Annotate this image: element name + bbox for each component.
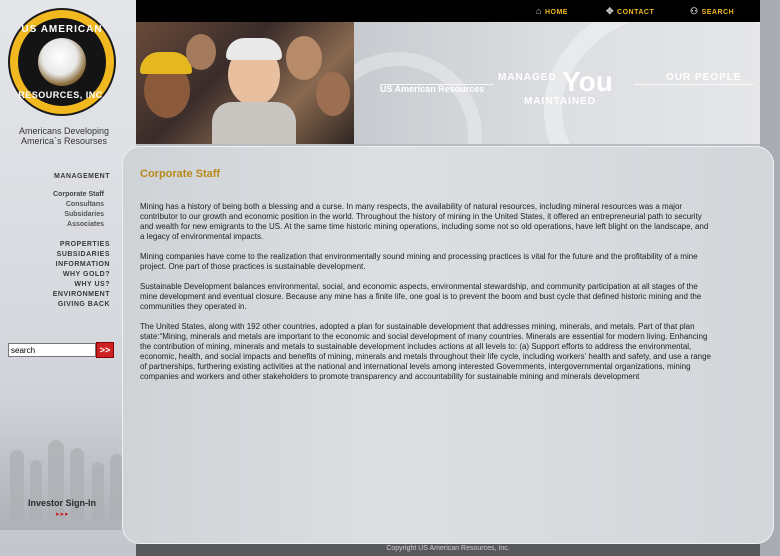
company-logo[interactable] <box>10 10 114 114</box>
nav-search-label: SEARCH <box>701 9 735 16</box>
banner-our-people: OUR PEOPLE <box>666 72 742 83</box>
banner-you: You <box>562 66 613 97</box>
nav-properties[interactable]: PROPERTIES <box>59 241 110 248</box>
copyright-text: Copyright US American Resources, Inc. <box>386 545 510 552</box>
nav-why-gold[interactable]: WHY GOLD? <box>62 271 110 278</box>
banner-managed: MANAGED <box>498 72 557 83</box>
sidebar <box>0 0 136 556</box>
nav-consultans[interactable]: Consultans <box>65 201 104 208</box>
top-nav-bar <box>136 0 760 22</box>
nav-environment[interactable]: ENVIRONMENT <box>52 291 110 298</box>
header-banner <box>354 22 760 144</box>
nav-home-link[interactable] <box>536 6 568 16</box>
content-paragraph-1: Mining has a history of being both a blessing and a curse. In many respects, the availability of natural resources, including mineral resources was a major contributor to our growth and economic position in the world. Throughout the history of mining in the United States, it offered an entrepreneurial path to security and wealth for new emigrants to the US. At the same time historic mining operations, including some not so old operations, have left blight on the landscape, and a legacy of environmental impacts. <box>140 202 709 241</box>
nav-information[interactable]: INFORMATION <box>55 261 110 268</box>
search-go-button[interactable]: >> <box>96 342 114 358</box>
nav-home-label: HOME <box>544 9 568 16</box>
staff-photo <box>136 22 354 144</box>
tagline <box>0 126 128 146</box>
nav-subsidaries[interactable]: SUBSIDARIES <box>56 251 110 258</box>
logo-text-bottom: RESOURCES, INC. <box>18 90 106 100</box>
home-icon: ⌂ <box>536 6 542 16</box>
seal-watermark-small <box>354 52 485 144</box>
nav-giving-back[interactable]: GIVING BACK <box>57 301 110 308</box>
main-content <box>140 168 714 392</box>
content-paragraph-3: Sustainable Development balances environmental, social, and economic aspects, environmental stewardship, and community participation at all stages of the mine development and eventual closure. Because any mine has a finite life, one goal is to prevent the boom and bust cycle that defined historic mining and the communities they operated in. <box>140 282 702 311</box>
footer <box>136 544 760 556</box>
nav-associates[interactable]: Associates <box>67 221 104 228</box>
tagline-line-1: Americans Developing <box>18 126 110 136</box>
nav-management[interactable]: MANAGEMENT <box>54 173 110 180</box>
contact-icon: ✥ <box>606 6 615 16</box>
banner-maintained: MAINTAINED <box>524 96 597 107</box>
search-input[interactable] <box>8 343 96 357</box>
tagline-line-2: America`s Resourses <box>20 136 108 146</box>
nav-search-link[interactable] <box>690 6 734 17</box>
investor-sign-in-link[interactable]: Investor Sign-In <box>27 498 96 508</box>
people-search-icon: ⚇ <box>690 6 699 16</box>
banner-company-name: US American Resources <box>380 84 485 94</box>
logo-ring <box>18 18 106 106</box>
sidebar-nav <box>53 172 110 310</box>
nav-corporate-staff[interactable]: Corporate Staff <box>53 191 104 198</box>
nav-contact-link[interactable] <box>606 6 654 17</box>
eagle-icon <box>38 38 86 86</box>
nav-why-us[interactable]: WHY US? <box>74 281 110 288</box>
footer-left-strip <box>0 544 136 556</box>
page-title: Corporate Staff <box>140 168 221 180</box>
logo-text-top: US AMERICAN <box>21 24 103 35</box>
content-paragraph-4: The United States, along with 192 other countries, adopted a plan for sustainable development that addresses mining, minerals, and metals. Part of that plan state:“Mining, minerals and metals are important to the economic and social development of many countries. Minerals are essential for modern living. Enhancing the contribution of mining, minerals and metals to sustainable development includes actions at all levels to: (a) Support efforts to address the environmental, economic, health, and social impacts and benefits of mining, minerals and metals throughout their life cycle, including workers’ health and safety, and use a range of partnerships, furthering existing activities at the national and international levels among interested Governments, intergovernmental organizations, mining companies and workers and other stakeholders to promote transparency and accountability for sustainable mining and minerals development <box>140 322 711 381</box>
nav-subsidaries-sub[interactable]: Subsidaries <box>64 211 104 218</box>
content-paragraph-2: Mining companies have come to the realization that environmentally sound mining and processing practices is vital for the future and the profitability of a mine project. One part of those practices is sustainable development. <box>140 252 698 271</box>
nav-contact-label: CONTACT <box>617 9 655 16</box>
investor-arrows-icon: ▸▸▸ <box>56 511 70 518</box>
